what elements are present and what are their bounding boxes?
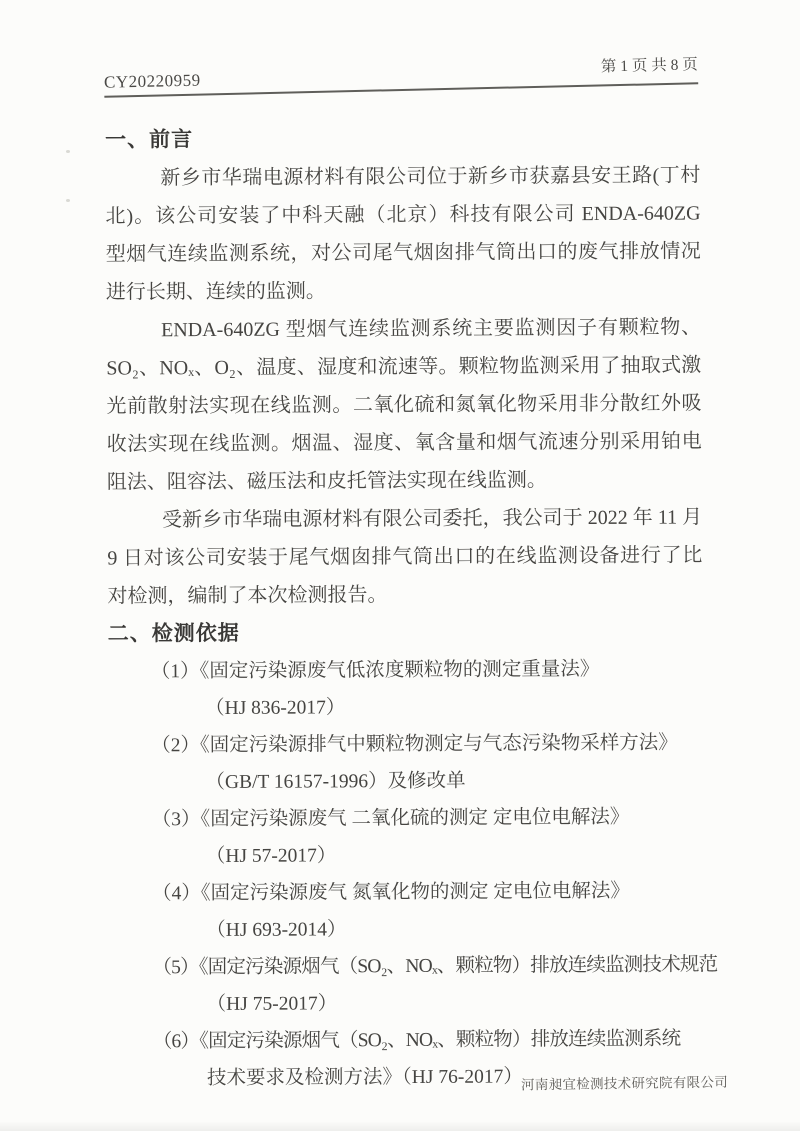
paragraph-line: 北)。该公司安装了中科天融（北京）科技有限公司 ENDA-640ZG xyxy=(105,202,701,228)
section-heading-preface: 一、前言 xyxy=(105,128,194,152)
paragraph-line: 型烟气连续监测系统，对公司尾气烟囱排气筒出口的废气排放情况 xyxy=(105,240,701,266)
paragraph-line: 收法实现在线监测。烟温、湿度、氧含量和烟气流速分别采用铂电 xyxy=(106,430,702,456)
paragraph-line: SO₂、NOₓ、O₂、温度、湿度和流速等。颗粒物监测采用了抽取式激 xyxy=(106,354,702,380)
list-item-line: （3）《固定污染源废气 二氧化硫的测定 定电位电解法》 xyxy=(151,806,630,831)
doc-number: CY20220959 xyxy=(103,70,201,92)
list-item-ref: （HJ 75-2017） xyxy=(206,993,338,1016)
paragraph-line: 新乡市华瑞电源材料有限公司位于新乡市获嘉县安王路(丁村 xyxy=(160,164,701,190)
section-heading-basis: 二、检测依据 xyxy=(107,621,240,646)
scan-speck xyxy=(66,199,70,202)
list-item-ref: （HJ 836-2017） xyxy=(205,697,346,720)
paragraph-line: ENDA-640ZG 型烟气连续监测系统主要监测因子有颗粒物、 xyxy=(161,316,702,342)
paragraph-line: 阻法、阻容法、磁压法和皮托管法实现在线监测。 xyxy=(106,469,547,494)
paragraph-line: 对检测，编制了本次检测报告。 xyxy=(107,584,388,608)
scan-speck xyxy=(66,150,70,153)
footer-company: 河南昶宜检测技术研究院有限公司 xyxy=(520,1074,729,1093)
list-item-ref: （HJ 693-2014） xyxy=(206,919,347,942)
list-item-ref: （GB/T 16157-1996）及修改单 xyxy=(205,770,466,794)
list-item-ref: 技术要求及检测方法》（HJ 76-2017） xyxy=(206,1066,523,1090)
document-body xyxy=(105,118,718,1097)
list-item-line: （6）《固定污染源烟气（SO₂、NOₓ、颗粒物）排放连续监测系统 xyxy=(152,1028,681,1053)
list-item-line: （5）《固定污染源烟气（SO₂、NOₓ、颗粒物）排放连续监测技术规范 xyxy=(152,954,718,979)
list-item-ref: （HJ 57-2017） xyxy=(205,845,337,868)
paragraph-line: 进行长期、连续的监测。 xyxy=(105,280,326,304)
paragraph-line: 9 日对该公司安装于尾气烟囱排气筒出口的在线监测设备进行了比 xyxy=(107,544,703,570)
page-indicator: 第 1 页 共 8 页 xyxy=(600,56,698,76)
page-header xyxy=(104,57,698,97)
list-item-line: （2）《固定污染源排气中颗粒物测定与气态污染物采样方法》 xyxy=(151,732,678,757)
paragraph-line: 光前散射法实现在线监测。二氧化硫和氮氧化物采用非分散红外吸 xyxy=(106,392,702,418)
list-item-line: （4）《固定污染源废气 氮氧化物的测定 定电位电解法》 xyxy=(151,880,630,905)
list-item-line: （1）《固定污染源废气低浓度颗粒物的测定重量法》 xyxy=(150,658,600,683)
paragraph-line: 受新乡市华瑞电源材料有限公司委托，我公司于 2022 年 11 月 xyxy=(162,506,703,532)
